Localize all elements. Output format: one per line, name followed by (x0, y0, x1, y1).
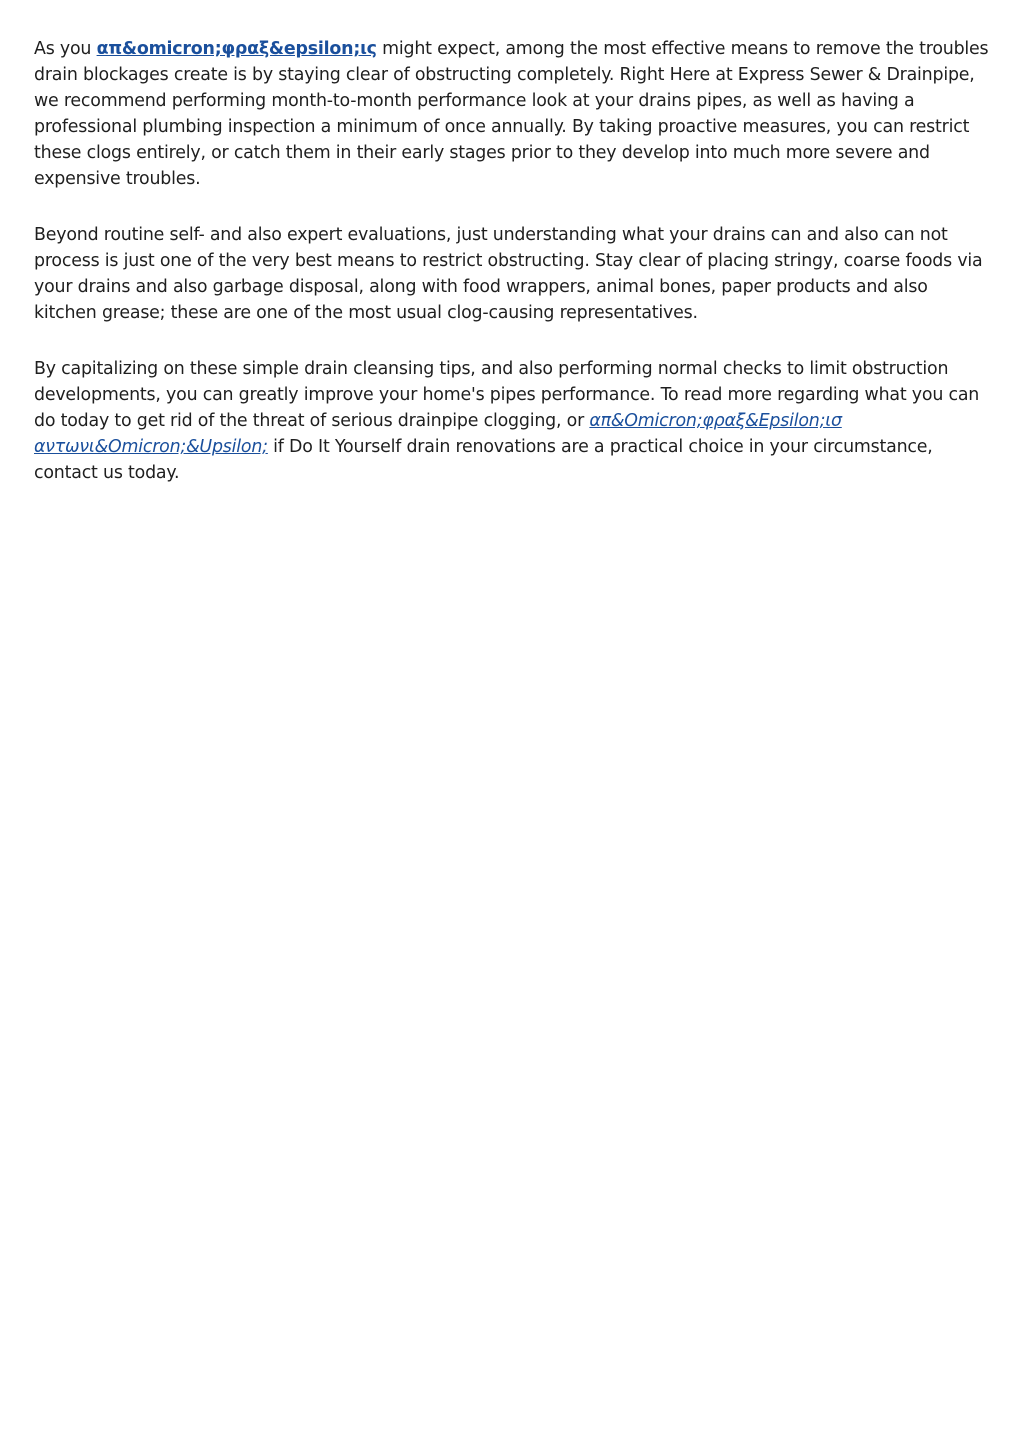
paragraph-1-text-start: As you (34, 39, 97, 59)
paragraph-1-text-end: might expect, among the most effective means to remove the troubles drain blockages create is by staying clear of obstructing completely. Right Here at Express Sewer & Drainpipe, we recommend performing month-to-month performance look at your drains pipes, as well as having a professional plumbing inspection a minimum of once annually. By taking proactive measures, you can restrict these clogs entirely, or catch them in their early stages prior to they develop into much more severe and expensive troubles. (34, 39, 989, 189)
drain-unclogging-link[interactable]: απ&omicron;φραξ&epsilon;ις (96, 39, 377, 59)
paragraph-3-text-end: if Do It Yourself drain renovations are a practical choice in your circumstance, contact us today. (34, 437, 933, 483)
paragraph-2 (34, 222, 992, 326)
paragraph-3-text-start: By capitalizing on these simple drain cleansing tips, and also performing normal checks to limit obstruction developments, you can greatly improve your home's pipes performance. To read more regarding what you can do today to get rid of the threat of serious drainpipe clogging, or (34, 359, 980, 431)
article-body (34, 36, 992, 516)
paragraph-1 (34, 36, 992, 192)
drain-unclogging-antoniou-link[interactable]: απ&Omicron;φραξ&Epsilon;ισ αντωνι&Omicron;&Upsilon; (34, 411, 842, 457)
paragraph-2-text: Beyond routine self- and also expert evaluations, just understanding what your drains can and also can not process is just one of the very best means to restrict obstructing. Stay clear of placing stringy, coarse foods via your drains and also garbage disposal, along with food wrappers, animal bones, paper products and also kitchen grease; these are one of the most usual clog-causing representatives. (34, 225, 983, 323)
paragraph-3 (34, 356, 992, 486)
